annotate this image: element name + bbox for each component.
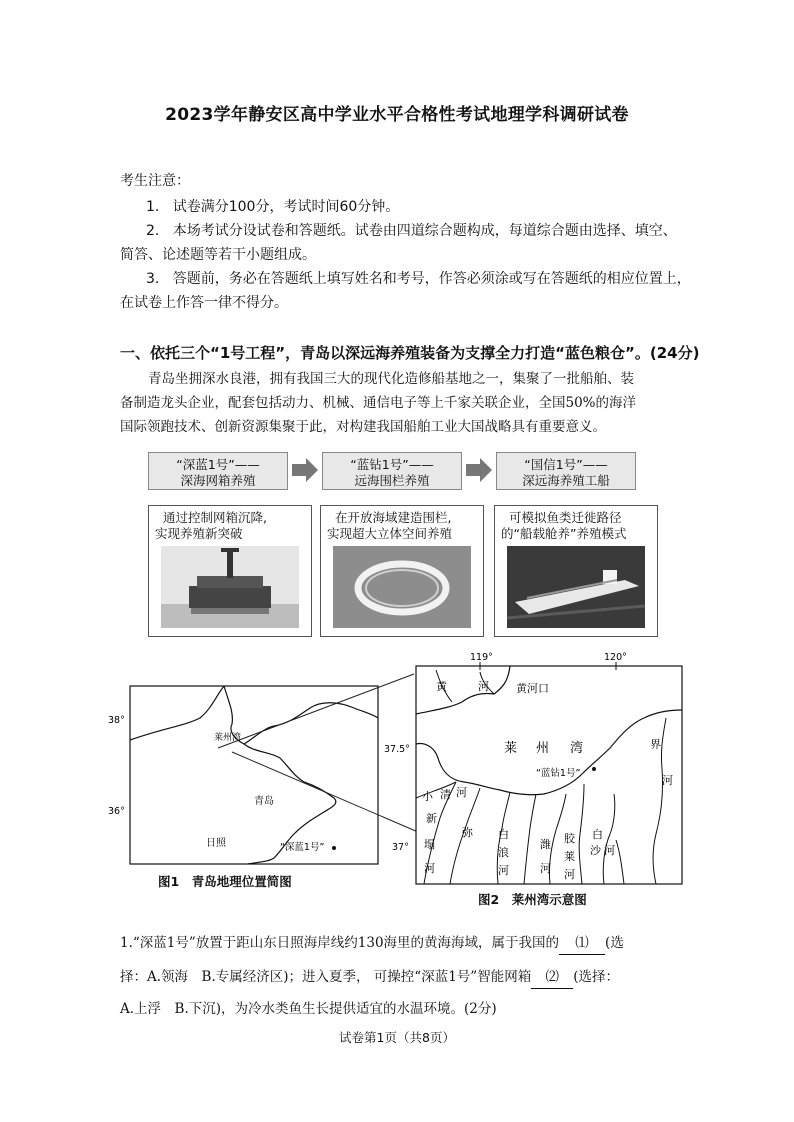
map2-label: 河	[540, 862, 551, 875]
project-type: 深海网箱养殖	[180, 473, 256, 488]
map2-lon-label: 120°	[604, 652, 627, 663]
ring-photo	[333, 546, 471, 628]
notice-item-2	[146, 220, 677, 242]
project-3-panel	[494, 505, 658, 637]
notice-num: 2.	[146, 223, 160, 239]
project-desc: 通过控制网箱沉降,	[163, 510, 267, 525]
ship-photo	[507, 546, 645, 628]
notice-text: 试卷满分100分，考试时间60分钟。	[172, 199, 400, 215]
map1-caption: 图1 青岛地理位置简图	[158, 874, 292, 889]
map2-label: 沙	[590, 844, 601, 857]
section-paragraph-2: 备制造龙头企业，配套包括动力、机械、通信电子等上千家关联企业，全国50%的海洋	[120, 395, 637, 411]
map2-label: 河	[478, 680, 489, 693]
project-type: 远海围栏养殖	[354, 473, 430, 488]
notice-text: 答题前，务必在答题纸上填写姓名和考号，作答必须涂或写在答题纸的相应位置上，	[172, 271, 691, 287]
map2-label: 黄	[436, 680, 447, 693]
map2-label: 新	[426, 812, 437, 825]
marker-dot	[332, 846, 336, 850]
map1-rizhao-label: 日照	[206, 838, 226, 849]
map2-label: 河	[662, 774, 673, 787]
map2-label: 河	[498, 864, 509, 877]
map1-qingdao-label: 青岛	[254, 796, 274, 807]
map1-frame	[130, 686, 378, 864]
question-1-line-2	[120, 966, 619, 989]
notice-item-1	[146, 196, 399, 218]
project-desc: 实现养殖新突破	[155, 526, 243, 541]
page-title: 2023学年静安区高中学业水平合格性考试地理学科调研试卷	[165, 105, 629, 125]
question-text: 择：A.领海 B.专属经济区)；进入夏季， 可操控“深蓝1号”智能网箱	[120, 969, 532, 985]
notice-heading: 考生注意：	[120, 173, 190, 189]
map2-lat-label: 37°	[392, 842, 409, 853]
map2-caption: 图2 莱州湾示意图	[478, 892, 587, 907]
marker-dot	[592, 767, 596, 771]
project-2-panel	[320, 505, 484, 637]
map1-lat-label: 36°	[108, 806, 125, 817]
page-footer: 试卷第1页（共8页）	[339, 1030, 455, 1045]
project-desc: 在开放海域建造围栏,	[335, 510, 452, 525]
question-1-line-1	[120, 932, 624, 955]
answer-blank-2[interactable]: ⑵	[531, 966, 573, 989]
section-paragraph-3: 国际领跑技术、创新资源集聚于此，对构建我国船舶工业大国战略具有重要意义。	[120, 419, 606, 435]
map2-label: 潍	[540, 838, 551, 851]
map2-label: 黄河口	[516, 682, 549, 695]
map2-label: 河	[456, 786, 467, 799]
section-heading: 一、依托三个“1号工程”，青岛以深远海养殖装备为支撑全力打造“蓝色粮仓”。(24分)	[120, 344, 700, 362]
map2-lanzuan-label: “蓝钻1号”	[536, 768, 581, 779]
project-desc: 实现超大立体空间养殖	[327, 526, 453, 541]
question-text: (选	[605, 935, 624, 951]
map2-label: 胶	[564, 832, 575, 845]
notice-text: 本场考试分设试卷和答题纸。试卷由四道综合题构成，每道综合题由选择、填空、	[172, 223, 677, 239]
map2-lat-label: 37.5°	[384, 744, 410, 755]
map2-label: 界	[650, 738, 661, 751]
map2-label: 河	[604, 844, 615, 857]
project-type: 深远海养殖工船	[522, 473, 610, 488]
map1-lat-label: 38°	[108, 715, 125, 726]
section-paragraph-1: 青岛坐拥深水良港，拥有我国三大的现代化造修船基地之一，集聚了一批船舶、装	[148, 371, 634, 387]
project-1-title	[148, 452, 288, 490]
notice-num: 1.	[146, 199, 160, 215]
map2-label: 莱	[564, 850, 575, 863]
notice-item-3	[146, 268, 691, 290]
notice-item-3-cont: 在试卷上作答一律不得分。	[120, 295, 288, 311]
question-text: (选择：	[573, 969, 619, 985]
project-3-title	[496, 452, 636, 490]
map2-bay-label: 湾	[570, 741, 584, 756]
map1-shenlan-label: “深蓝1号”	[280, 842, 325, 853]
answer-blank-1[interactable]: ⑴	[559, 932, 605, 955]
project-1-panel	[148, 505, 312, 637]
maps-figure	[104, 648, 684, 910]
map2-label: 清	[440, 788, 451, 801]
map2-label: 弥	[462, 826, 473, 839]
arrow-right-icon	[466, 458, 492, 482]
question-1-line-3: A.上浮 B.下沉)，为冷水类鱼生长提供适宜的水温环境。(2分)	[120, 1001, 497, 1017]
project-2-title	[322, 452, 462, 490]
map2-bay-label: 州	[536, 741, 550, 756]
map2-label: 河	[424, 862, 435, 875]
cage-photo	[161, 546, 299, 628]
map2-label: 河	[564, 868, 575, 881]
project-desc: 的“船载舱养”养殖模式	[501, 526, 627, 541]
map2-bay-label: 莱	[504, 741, 518, 756]
map2-lon-label: 119°	[470, 652, 493, 663]
map2-label: 白	[498, 828, 509, 841]
project-desc: 可模拟鱼类迁徙路径	[509, 510, 622, 525]
arrow-right-icon	[292, 458, 318, 482]
project-name: “蓝钻1号”——	[350, 457, 434, 472]
notice-item-2-cont: 简答、论述题等若干小题组成。	[120, 247, 316, 263]
map2-label: 白	[592, 828, 603, 841]
map1-laizhou-label: 莱州湾	[214, 733, 242, 743]
project-name: “深蓝1号”——	[176, 457, 260, 472]
map2-label: 浪	[498, 846, 509, 859]
map2-label: 小	[422, 790, 433, 803]
question-text: 1.“深蓝1号”放置于距山东日照海岸线约130海里的黄海海域，属于我国的	[120, 935, 560, 951]
notice-num: 3.	[146, 271, 160, 287]
map2-label: 塌	[424, 838, 435, 851]
project-name: “国信1号”——	[524, 457, 608, 472]
